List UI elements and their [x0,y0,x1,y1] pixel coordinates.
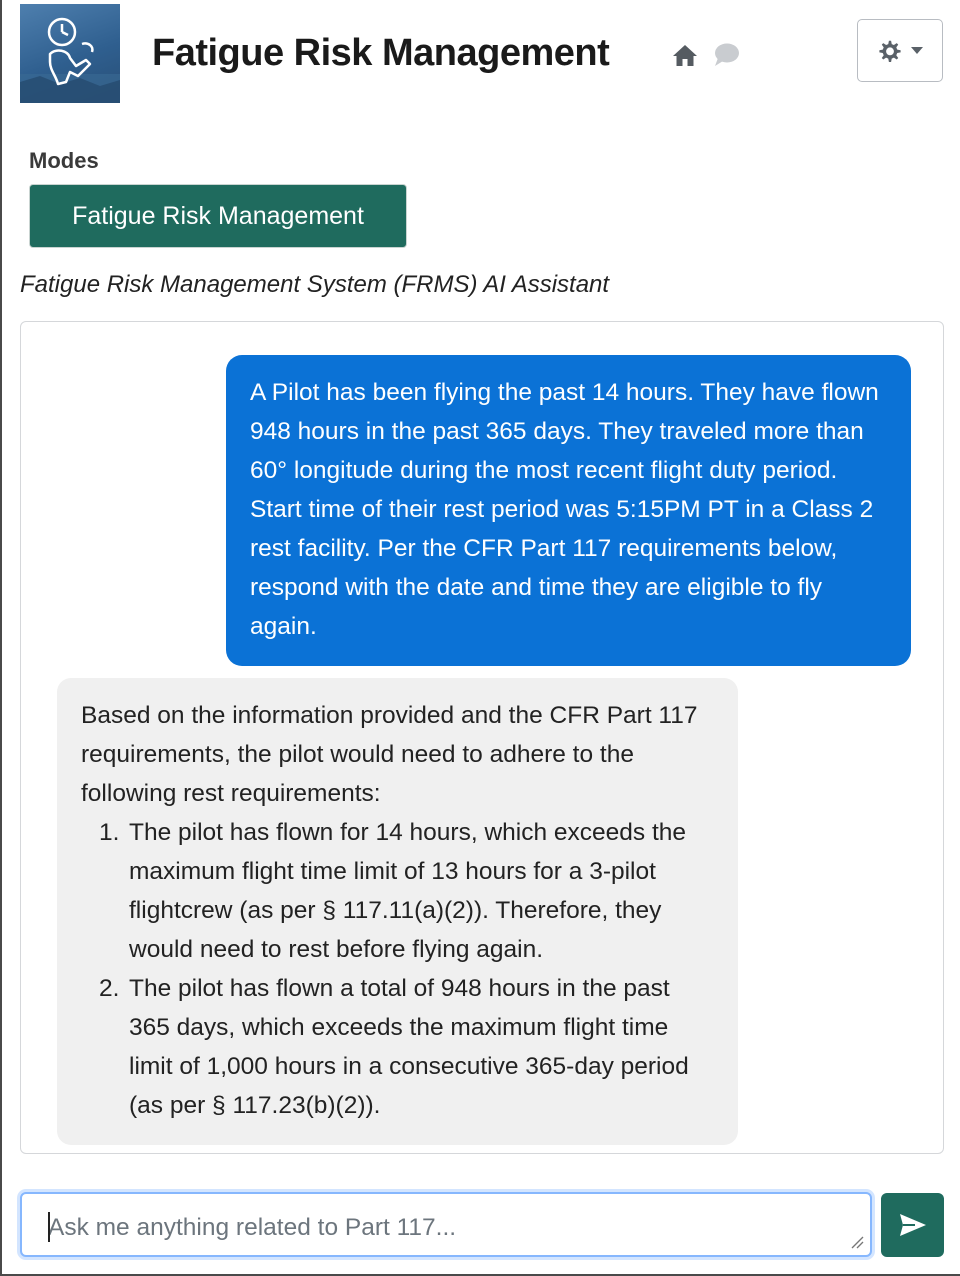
pilot-clock-logo [20,4,120,103]
modes-label: Modes [29,148,99,173]
assistant-message-intro: Based on the information provided and the CFR Part 117 requirements, the pilot would need to adhere to the following rest requirements: [81,702,698,807]
app-title: Fatigue Risk Management [152,32,610,74]
list-item-text: The pilot has flown for 14 hours, which exceeds the maximum flight time limit of 13 hours for a 3-pilot flightcrew (as per § 117.11(a)(2)). Therefore, they would need to rest before flying again. [129,819,687,963]
user-message: A Pilot has been flying the past 14 hours. They have flown 948 hours in the past 365 days. They traveled more than 60° longitude during the most recent flight duty period. Start time of their rest period was 5:15PM PT in a Class 2 rest facility. Per the CFR Part 117 requirements below, respond with the date and time they are eligible to fly again. [226,355,911,666]
resize-grip-icon[interactable] [850,1235,864,1249]
send-button[interactable] [881,1193,944,1257]
list-item-text: The pilot has flown a total of 948 hours in the past 365 days, which exceeds the maximum flight time limit of 1,000 hours in a consecutive 365-day period (as per § 117.23(b)(2)). [129,975,689,1119]
gear-icon [877,38,903,64]
chat-bubble-icon[interactable] [712,42,740,68]
chat-history-panel[interactable] [20,321,944,1154]
assistant-subtitle: Fatigue Risk Management System (FRMS) AI Assistant [20,271,610,298]
app-header [20,4,944,104]
chevron-down-icon [911,47,923,55]
home-icon[interactable] [672,42,698,68]
list-item [81,969,714,1125]
chat-input-container [20,1192,872,1257]
mode-button-fatigue-risk-management[interactable]: Fatigue Risk Management [29,184,407,248]
list-item-number: 2. [99,975,120,1002]
send-arrow-icon [899,1213,927,1237]
text-cursor [48,1212,50,1242]
assistant-message-list [81,813,714,1125]
chat-input[interactable] [22,1194,870,1255]
assistant-message [57,678,738,1145]
list-item-number: 1. [99,819,120,846]
window-border-left [0,0,2,1276]
list-item [81,813,714,969]
settings-dropdown-button[interactable] [857,19,943,82]
